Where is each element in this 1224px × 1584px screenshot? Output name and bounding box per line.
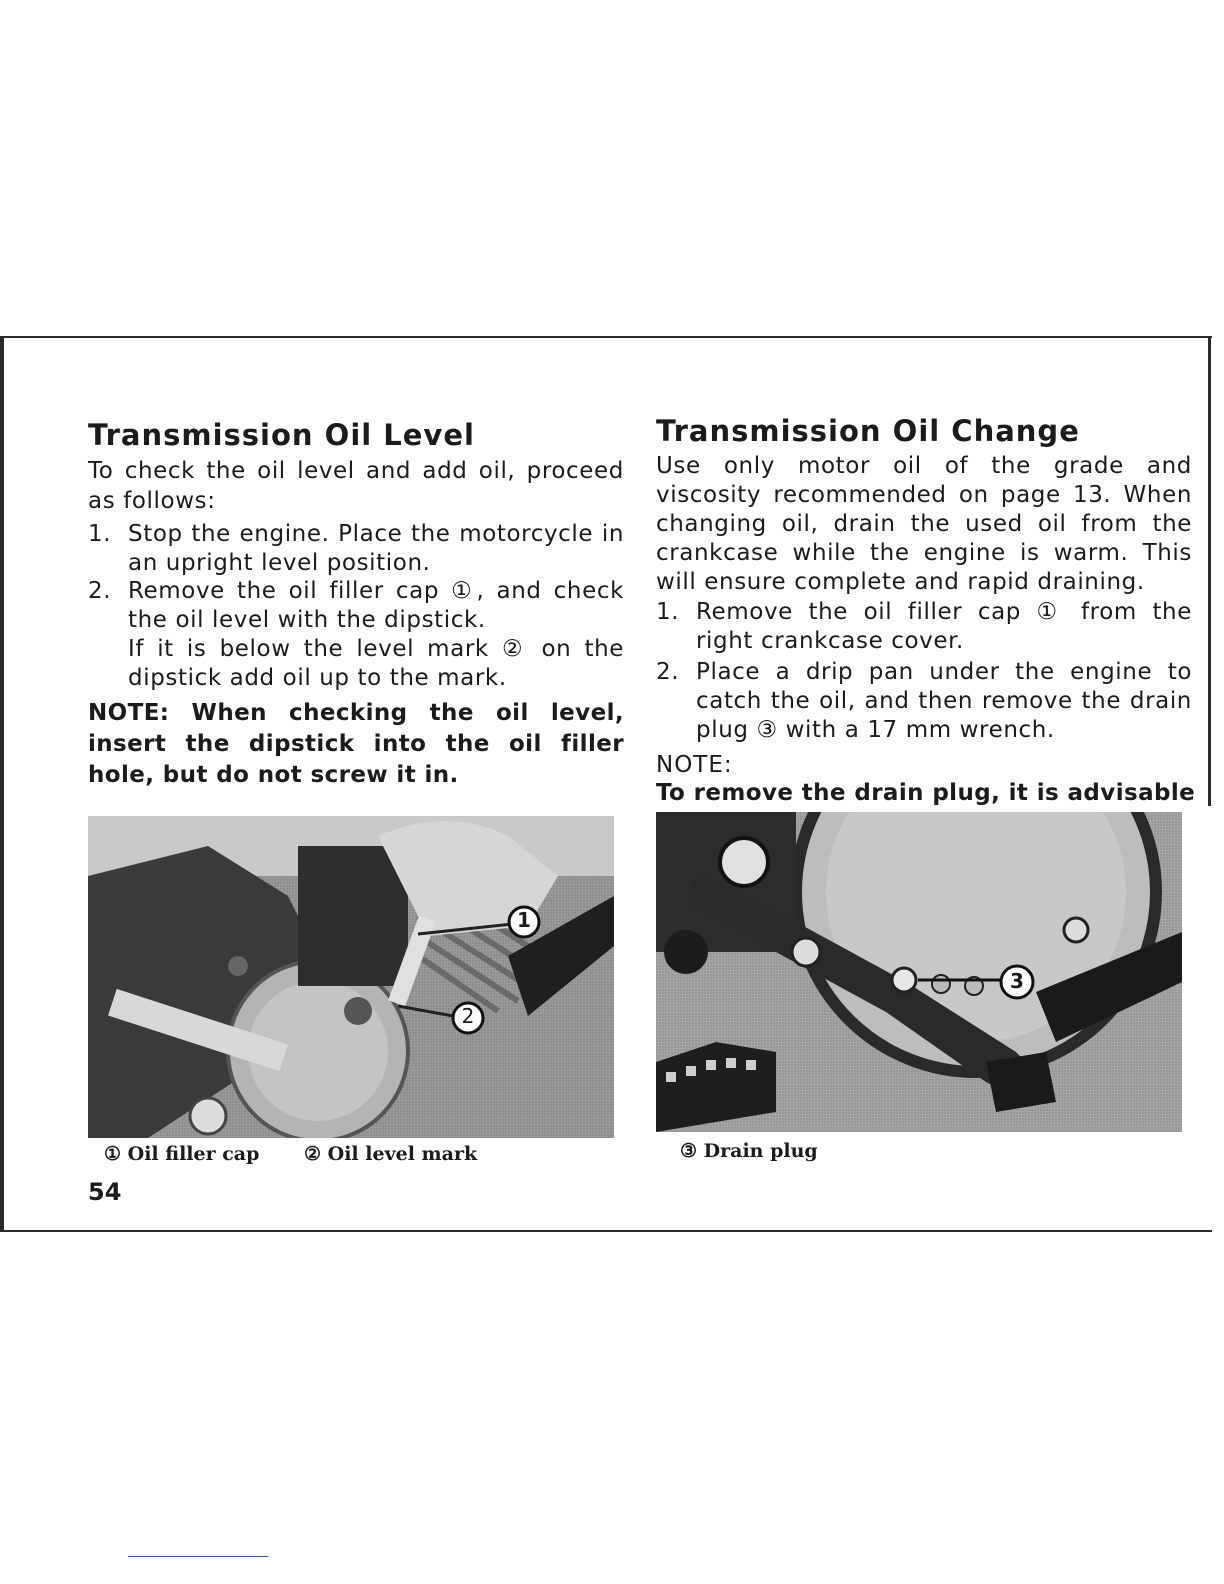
footnote-rule	[128, 1556, 268, 1557]
page-number: 54	[88, 1178, 122, 1206]
page-frame-top	[0, 336, 1212, 338]
page-frame-bottom	[0, 1230, 1212, 1232]
intro-paragraph: Use only motor oil of the grade and viscosity recommended on page 13. When changing oil, drain the used oil from the crankcase while the engine is warm. This will ensure complete and rapid draining.	[656, 453, 1192, 595]
step-number: 1.	[656, 599, 680, 625]
callout-1-label: 1	[517, 908, 531, 932]
left-photo-caption	[104, 1143, 483, 1165]
caption-oil-filler-cap: ① Oil filler cap	[104, 1143, 260, 1165]
section-title: Transmission Oil Level	[88, 418, 475, 452]
section-title: Transmission Oil Change	[656, 414, 1080, 448]
step-2	[88, 577, 624, 697]
intro-paragraph: To check the oil level and add oil, proceed as follows:	[88, 458, 624, 514]
note-paragraph: To remove the drain plug, it is advisable	[656, 780, 1196, 806]
page-frame-right	[1208, 336, 1211, 806]
caption-oil-level-mark: ② Oil level mark	[304, 1143, 478, 1165]
note-label: NOTE:	[656, 752, 733, 778]
right-photo-caption	[680, 1140, 824, 1162]
note-paragraph: NOTE: When checking the oil level, insert the dipstick into the oil filler hole, but do not screw it in.	[88, 700, 624, 788]
step-number: 2.	[88, 578, 112, 604]
step-text: Remove the oil filler cap ①, and check the oil level with the dipstick.	[128, 578, 624, 633]
step-1	[656, 598, 1192, 658]
page-frame-left	[0, 336, 4, 1232]
step-number: 1.	[88, 521, 112, 547]
step-text: Stop the engine. Place the motorcycle in an upright level position.	[128, 521, 624, 576]
step-text: Place a drip pan under the engine to catch the oil, and then remove the drain plug ③ with a 17 mm wrench.	[696, 659, 1192, 743]
caption-drain-plug: ③ Drain plug	[680, 1140, 818, 1162]
step-2	[656, 658, 1192, 748]
engine-photo-right	[656, 812, 1182, 1132]
engine-photo-left	[88, 816, 614, 1138]
step-subtext: If it is below the level mark ② on the dipstick add oil up to the mark.	[128, 636, 624, 691]
step-number: 2.	[656, 659, 680, 685]
callout-2-label: 2	[461, 1004, 475, 1028]
step-text: Remove the oil filler cap ① from the right crankcase cover.	[696, 599, 1192, 654]
step-1	[88, 520, 624, 580]
callout-3-label: 3	[1010, 969, 1024, 993]
